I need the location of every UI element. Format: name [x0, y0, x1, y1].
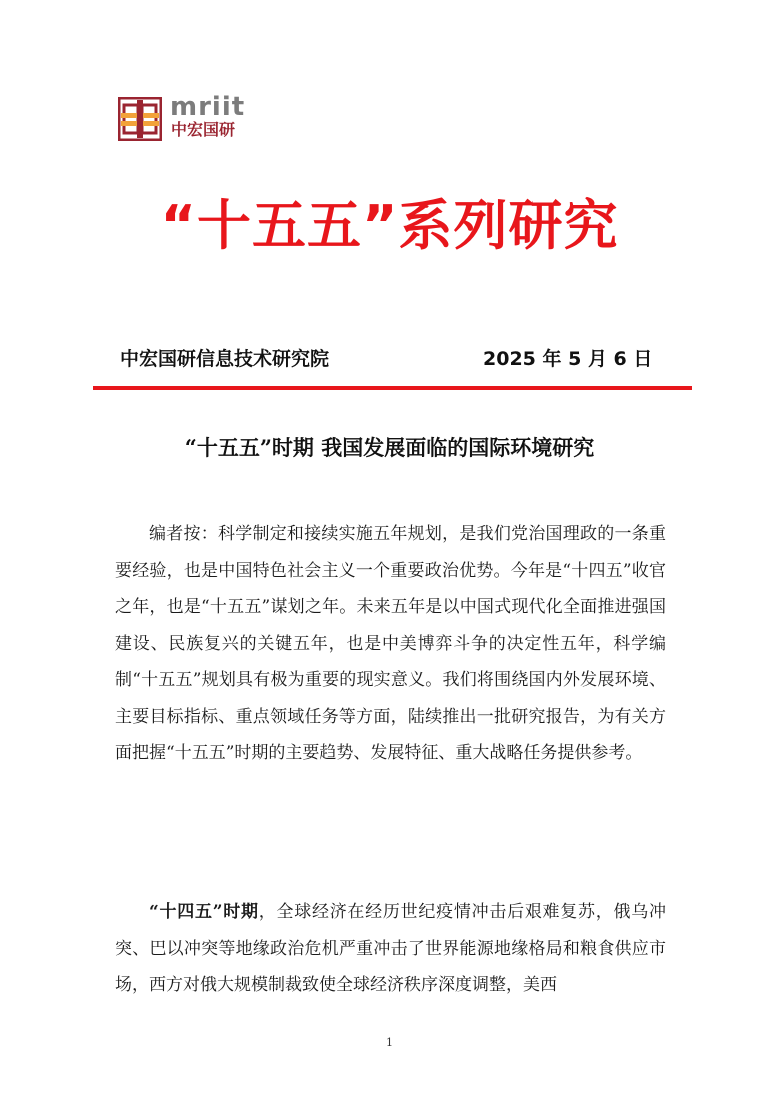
header-divider [93, 386, 692, 390]
body-paragraph [115, 894, 666, 1004]
body-text: ，全球经济在经历世纪疫情冲击后艰难复苏，俄乌冲突、巴以冲突等地缘政治危机严重冲击了世界能源地缘格局和粮食供应市场，西方对俄大规模制裁致使全球经济秩序深度调整，美西 [115, 902, 666, 995]
mriit-logo-mark-icon [118, 97, 162, 141]
editor-note: 编者按：科学制定和接续实施五年规划，是我们党治国理政的一条重要经验，也是中国特色社会主义一个重要政治优势。今年是“十四五”收官之年，也是“十五五”谋划之年。未来五年是以中国式现代化全面推进强国建设、民族复兴的关键五年，也是中美博弈斗争的决定性五年，科学编制“十五五”规划具有极为重要的现实意义。我们将围绕国内外发展环境、主要目标指标、重点领域任务等方面，陆续推出一批研究报告，为有关方面把握“十五五”时期的主要趋势、发展特征、重大战略任务提供参考。 [115, 524, 666, 763]
organization-name: 中宏国研信息技术研究院 [120, 348, 330, 370]
logo-brand-cn: 中宏国研 [171, 120, 236, 139]
publish-date: 2025 年 5 月 6 日 [483, 348, 653, 370]
document-title: “十五五”时期 我国发展面临的国际环境研究 [184, 435, 595, 460]
brand-logo [118, 92, 246, 143]
series-title: “十五五”系列研究 [160, 194, 619, 257]
page-number: 1 [386, 1036, 393, 1049]
body-lead-term: “十四五”时期 [149, 902, 259, 922]
logo-brand-en: mriit [170, 92, 246, 122]
